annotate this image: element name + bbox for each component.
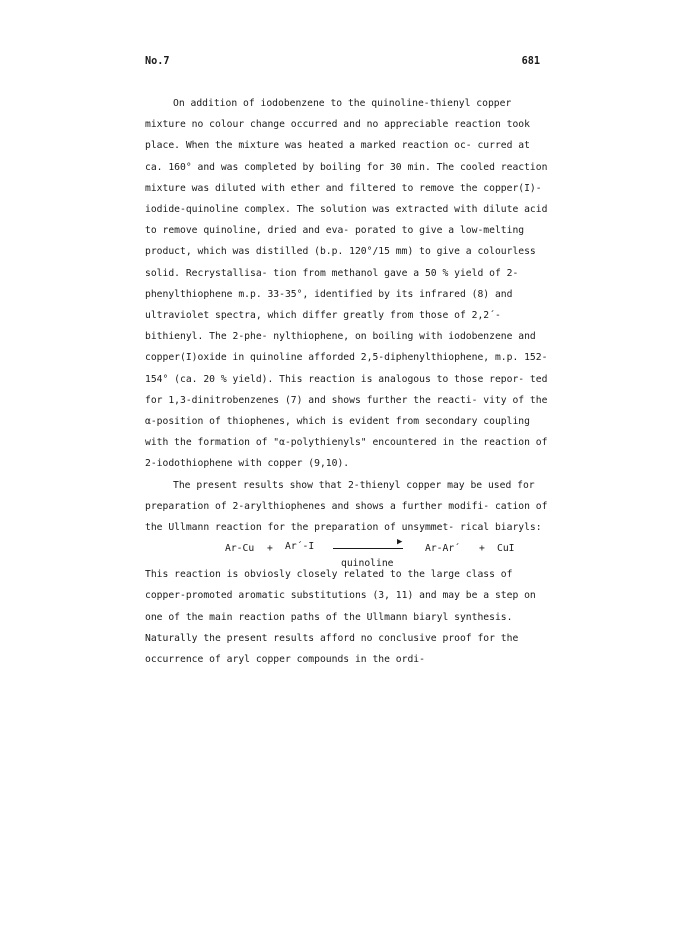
reactant-2: Ar´-I (285, 541, 315, 553)
journal-number: No.7 (145, 56, 170, 67)
reaction-equation (145, 537, 550, 570)
paragraph-1: On addition of iodobenzene to the quinoline-thienyl copper mixture no colour change occurred and no appreciable reaction took place. When the mixture was heated a marked reaction oc- curred at ca. 160° and was completed by boiling for 30 min. The cooled reaction mixture was diluted with ether and filtered to remove the copper(I)-iodide-quinoline complex. The solution was extracted with dilute acid to remove quinoline, dried and eva- porated to give a low-melting product, which was distilled (b.p. 120°/15 mm) to give a colourless solid. Recrystallisa- tion from methanol gave a 50 % yield of 2-phenylthiophene m.p. 33-35°, identified by its infrared (8) and ultraviolet spectra, which differ greatly from those of 2,2´-bithienyl. The 2-phe- nylthiophene, on boiling with iodobenzene and copper(I)oxide in quinoline afforded 2,5-diphenylthiophene, m.p. 152-154° (ca. 20 % yield). This reaction is analogous to those repor- ted for 1,3-dinitrobenzenes (7) and shows further the reacti- vity of the α-position of thiophenes, which is evident from secondary coupling with the formation of "α-polythienyls" encountered in the reaction of 2-iodothiophene with copper (9,10). (145, 98, 548, 470)
product-1: Ar-Ar´ (425, 543, 460, 555)
reactant-1: Ar-Cu (225, 543, 255, 555)
article-body (145, 93, 550, 670)
arrow-head-icon: ▶ (397, 537, 403, 548)
plus-sign-2: + (479, 543, 485, 555)
plus-sign-1: + (267, 543, 273, 555)
reaction-condition: quinoline (341, 558, 394, 570)
page-number: 681 (521, 56, 540, 67)
paragraph-2: The present results show that 2-thienyl copper may be used for preparation of 2-arylthiophenes and shows a further modifi- cation of the Ullmann reaction for the preparation of unsymmet- rical biaryls: (145, 479, 548, 534)
paragraph-3: This reaction is obviosly closely related to the large class of copper-promoted aromatic substitutions (3, 11) and may be a step on one of the main reaction paths of the Ullmann biaryl synthesis. Naturally the present results afford no conclusive proof for the occurrence of aryl copper compounds in the ordi- (145, 569, 536, 666)
reaction-arrow (333, 548, 403, 549)
product-2: CuI (497, 543, 515, 555)
